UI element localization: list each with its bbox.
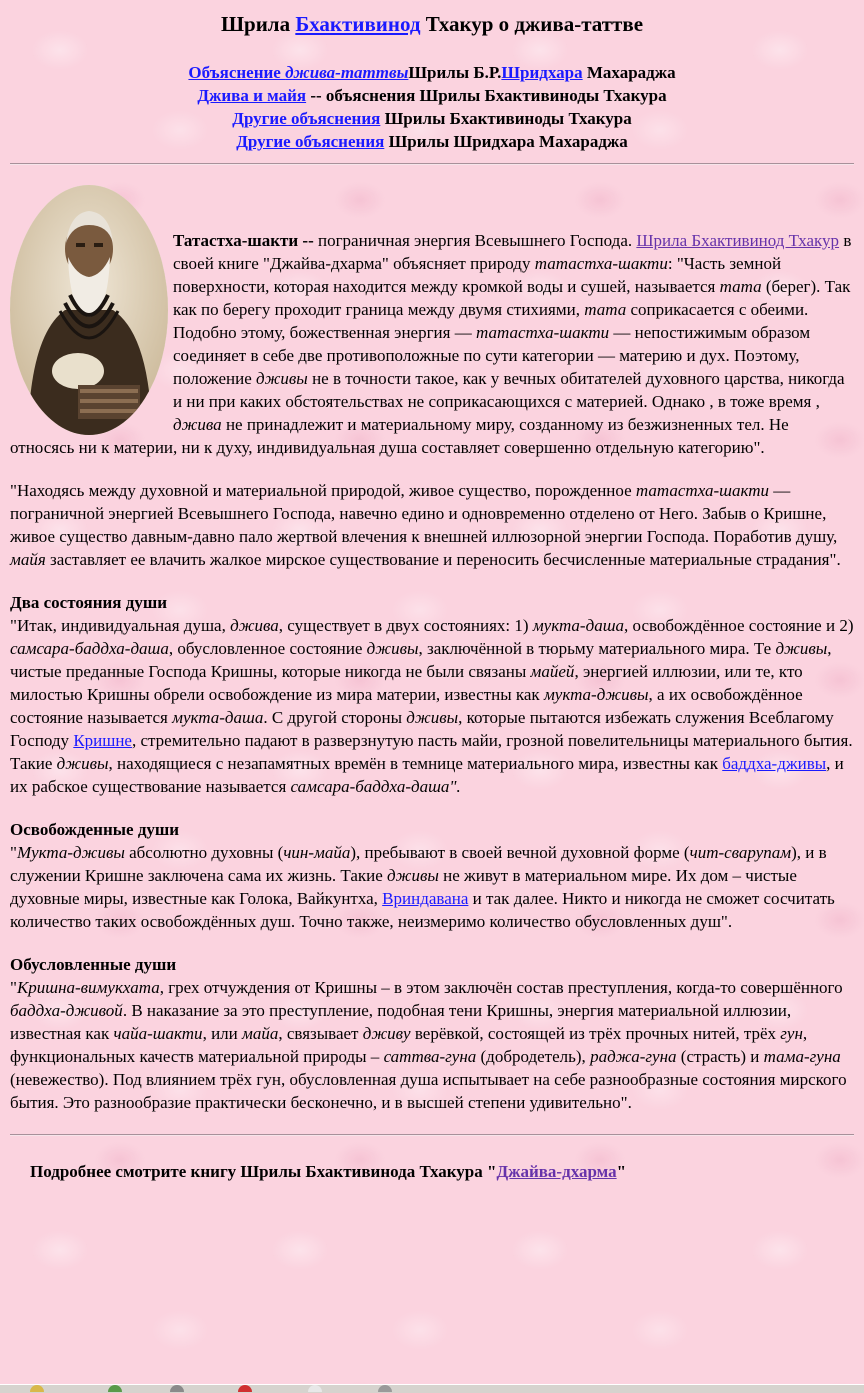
nav-line-3: Другие объяснения Шрилы Бхактивиноды Тхакура (232, 109, 632, 128)
taskbar-app-icon[interactable] (170, 1385, 184, 1392)
heading-two-states: Два состояния души (10, 593, 168, 612)
link-jiva-tattva-explanation[interactable]: Объяснение джива-таттвы (188, 63, 409, 82)
nav-line-4: Другие объяснения Шрилы Шридхара Махараджа (236, 132, 628, 151)
link-baddha-jivas[interactable]: баддха-дживы (722, 754, 827, 773)
intro-paragraph: Татастха-шакти -- пограничная энергия Всевышнего Господа. Шрила Бхактивинод Тхакур в своей книге "Джайва-дхарма" объясняет природу татастха-шакти: "Часть земной поверхности, которая находится между кромкой воды и сушей, называется тата (берег). Так как по берегу проходит граница между двумя стихиями, тата соприкасается с обеими. Подобно этому, божественная энергия — татастха-шакти — непостижимым образом соединяет в себе две противоположные по сути категории — материю и дух. Поэтому, положение дживы не в точности такое, как у вечных обитателей духовного царства, никогда и ни при каких обстоятельствах не соприкасающихся с материей. Однако , в тоже время , джива не принадлежит и материальному миру, созданному из безжизненных тел. Не относясь ни к материи, ни к духу, индивидуальная душа составляет совершенно отдельную категорию". (10, 231, 852, 457)
nav-line-1: Объяснение джива-таттвыШрилы Б.Р.Шридхара Махараджа (188, 63, 676, 82)
taskbar-app-icon[interactable] (238, 1385, 252, 1392)
section-two-states: "Итак, индивидуальная душа, джива, существует в двух состояниях: 1) мукта-даша, освобождённое состояние и 2) самсара-баддха-даша, обусловленное состояние дживы, заключённой в тюрьму материального мира. Те дживы, чистые преданные Господа Кришны, которые никогда не были связаны майей, энергией иллюзии, или те, кто милостью Кришны обрели освобождение из мира материи, известны как мукта-дживы, а их освобождённое состояние называется мукта-даша. С другой стороны дживы, которые пытаются избежать служения Всеблагому Господу Кришне, стремительно падают в разверзнутую пасть майи, грозной повелительницы материального бытия. Такие дживы, находящиеся с незапамятных времён в темнице материального мира, известны как баддха-дживы, и их рабское существование называется самсара-баддха-даша". (10, 616, 854, 796)
link-bhaktivinod-thakur[interactable]: Шрила Бхактивинод Тхакур (636, 231, 840, 250)
footer-note: Подробнее смотрите книгу Шрилы Бхактивинода Тхакура "Джайва-дхарма" (30, 1162, 627, 1181)
link-jaiva-dharma[interactable]: Джайва-дхарма (496, 1162, 617, 1181)
link-krishna[interactable]: Кришне (73, 731, 132, 750)
taskbar-app-icon[interactable] (108, 1385, 122, 1392)
heading-conditioned-souls: Обусловленные души (10, 955, 177, 974)
page (10, 0, 854, 1183)
title-link-bhaktivinod[interactable]: Бхактивинод (295, 12, 421, 36)
taskbar-app-icon[interactable] (378, 1385, 392, 1392)
divider-bottom (10, 1134, 854, 1136)
nav-links (10, 61, 854, 153)
taskbar-app-icon[interactable] (30, 1385, 44, 1392)
article (10, 165, 854, 1183)
link-vrindavana[interactable]: Вриндавана (382, 889, 469, 908)
section-conditioned-souls: "Кришна-вимукхата, грех отчуждения от Кришны – в этом заключён состав преступления, когда-то совершённого баддха-дживой. В наказание за это преступление, подобная тени Кришны, энергия материальной иллюзии, известная как чайа-шакти, или майа, связывает дживу верёвкой, состоящей из трёх прочных нитей, трёх гун, функциональных качеств материальной природы – саттва-гуна (добродетель), раджа-гуна (страсть) и тама-гуна (невежество). Под влиянием трёх гун, обусловленная душа испытывает на себе разнообразные состояния мирского бытия. Это разнообразие практически бесконечно, и в высшей степени удивительно". (10, 978, 847, 1112)
nav-line-2: Джива и майя -- объяснения Шрилы Бхактивиноды Тхакура (197, 86, 667, 105)
page-title: Шрила Бхактивинод Тхакур о джива-таттве (220, 12, 644, 36)
section-liberated-souls: "Мукта-дживы абсолютно духовны (чин-майа), пребывают в своей вечной духовной форме (чит-сварупам), и в служении Кришне заключена сама их жизнь. Такие дживы не живут в материальном мире. Их дом – чистые духовные миры, известные как Голока, Вайкунтха, Вриндавана и так далее. Никто и никогда не сможет сосчитать количество таких освобождённых душ. Точно также, неизмеримо количество обусловленных душ". (10, 843, 835, 931)
paragraph-2: "Находясь между духовной и материальной природой, живое существо, порожденное татастха-шакти — пограничной энергией Всевышнего Господа, навечно едино и одновременно отделено от Него. Забыв о Кришне, живое существо давным-давно пало жертвой влечения к внешней иллюзорной энергии Господа. Поработив душу, майя заставляет ее влачить жалкое мирское существование и переносить бесчисленные материальные страдания". (10, 481, 841, 569)
portrait-image (10, 185, 168, 435)
taskbar-app-icon[interactable] (308, 1385, 322, 1392)
link-other-bhaktivinoda[interactable]: Другие объяснения (232, 109, 381, 128)
portrait-illustration (10, 185, 168, 435)
link-jiva-and-maya[interactable]: Джива и майя (197, 86, 307, 105)
link-other-shridhara[interactable]: Другие объяснения (236, 132, 385, 151)
heading-liberated-souls: Освобожденные души (10, 820, 180, 839)
link-shridhara[interactable]: Шридхара (501, 63, 583, 82)
